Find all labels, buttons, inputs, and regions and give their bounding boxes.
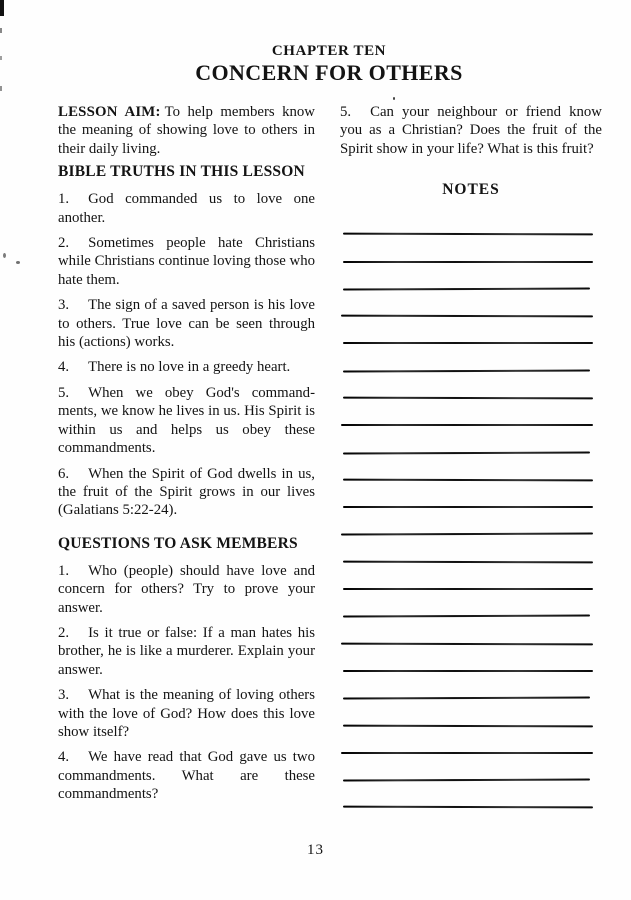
item-number: 2. (58, 235, 70, 252)
lesson-aim-label: LESSON AIM: (58, 104, 161, 120)
notes-line (343, 397, 593, 400)
item-text: Is it true or false: If a man hates his brother, he is like a murderer. Explain your answer. (58, 624, 315, 678)
item-text: We have read that God gave us two commandments. What are these commandments? (58, 749, 315, 803)
lesson-aim-text: To help members know the meaning of showing love to others in their daily living. (58, 104, 315, 157)
item-text: When the Spirit of God dwells in us, the fruit of the Spirit grows in our lives (Galatians 5:22-24). (58, 465, 315, 519)
notes-line (343, 697, 590, 700)
item-number: 3. (58, 297, 70, 314)
item-number: 1. (58, 191, 70, 208)
item-text: God commanded us to love one another. (58, 191, 315, 226)
notes-line (343, 560, 593, 563)
notes-line (341, 642, 593, 645)
item-number: 4. (58, 359, 70, 376)
notes-line (343, 670, 593, 672)
notes-heading: NOTES (442, 181, 500, 199)
item-number: 2. (58, 624, 70, 641)
notes-line (343, 369, 590, 372)
notes-line (341, 424, 593, 426)
notes-line (343, 233, 593, 236)
scan-artifact (3, 253, 6, 258)
notes-line (343, 451, 590, 454)
item-number: 1. (58, 562, 70, 579)
item-number: 6. (58, 465, 70, 482)
left-column (58, 103, 315, 811)
item-text: There is no love in a greedy heart. (88, 359, 291, 376)
list-item (58, 234, 315, 289)
notes-line (343, 342, 593, 344)
item-text: When we obey God's commandments, we know he lives in us. His Spirit is within us and helps us obey these commandments. (58, 384, 315, 457)
list-item (58, 384, 315, 458)
notes-line (343, 478, 593, 481)
item-text: Sometimes people hate Christians while Christians continue loving those who hate them. (58, 235, 315, 288)
notes-line (341, 752, 593, 754)
notes-line (343, 506, 593, 508)
bible-truths-heading: BIBLE TRUTHS IN THIS LESSON (58, 163, 305, 181)
item-number: 5. (58, 384, 70, 401)
scan-artifact (0, 56, 2, 60)
notes-line (343, 588, 593, 590)
item-number: 5. (340, 104, 352, 120)
list-item (58, 358, 315, 376)
item-text: The sign of a saved person is his love to others. True love can be seen through his (actions) works. (58, 297, 315, 351)
item-number: 4. (58, 749, 70, 766)
item-text: Can your neighbour or friend know you as a Christian? Does the fruit of the Spirit show in your life? What is this fruit? (340, 104, 602, 157)
list-item (58, 296, 315, 351)
list-item (58, 190, 315, 227)
notes-line (343, 615, 590, 618)
item-text: What is the meaning of loving others with the love of God? How does this love show itself? (58, 687, 315, 740)
lesson-aim (58, 103, 315, 158)
scan-artifact (0, 0, 4, 16)
list-item (58, 624, 315, 679)
notes-lines (340, 233, 602, 808)
list-item (58, 686, 315, 741)
list-item (58, 465, 315, 520)
notes-line (343, 806, 593, 809)
list-item-question-5 (340, 103, 602, 158)
questions-heading: QUESTIONS TO ASK MEMBERS (58, 534, 298, 552)
page-title: CONCERN FOR OTHERS (195, 60, 463, 85)
item-text: Who (people) should have love and concern for others? Try to prove your answer. (58, 562, 315, 616)
notes-line (343, 779, 590, 782)
notes-line (341, 315, 593, 318)
notes-line (343, 724, 593, 727)
list-item (58, 748, 315, 803)
scan-artifact (393, 97, 395, 100)
item-number: 3. (58, 687, 70, 704)
list-item (58, 562, 315, 617)
chapter-label: CHAPTER TEN (271, 43, 387, 59)
right-column (340, 103, 602, 808)
notes-line (343, 287, 590, 290)
notes-line (343, 261, 593, 263)
page-number: 13 (307, 842, 324, 858)
scan-artifact (0, 28, 2, 33)
scan-artifact (16, 261, 20, 264)
notes-line (341, 533, 593, 536)
scan-artifact (0, 86, 2, 91)
